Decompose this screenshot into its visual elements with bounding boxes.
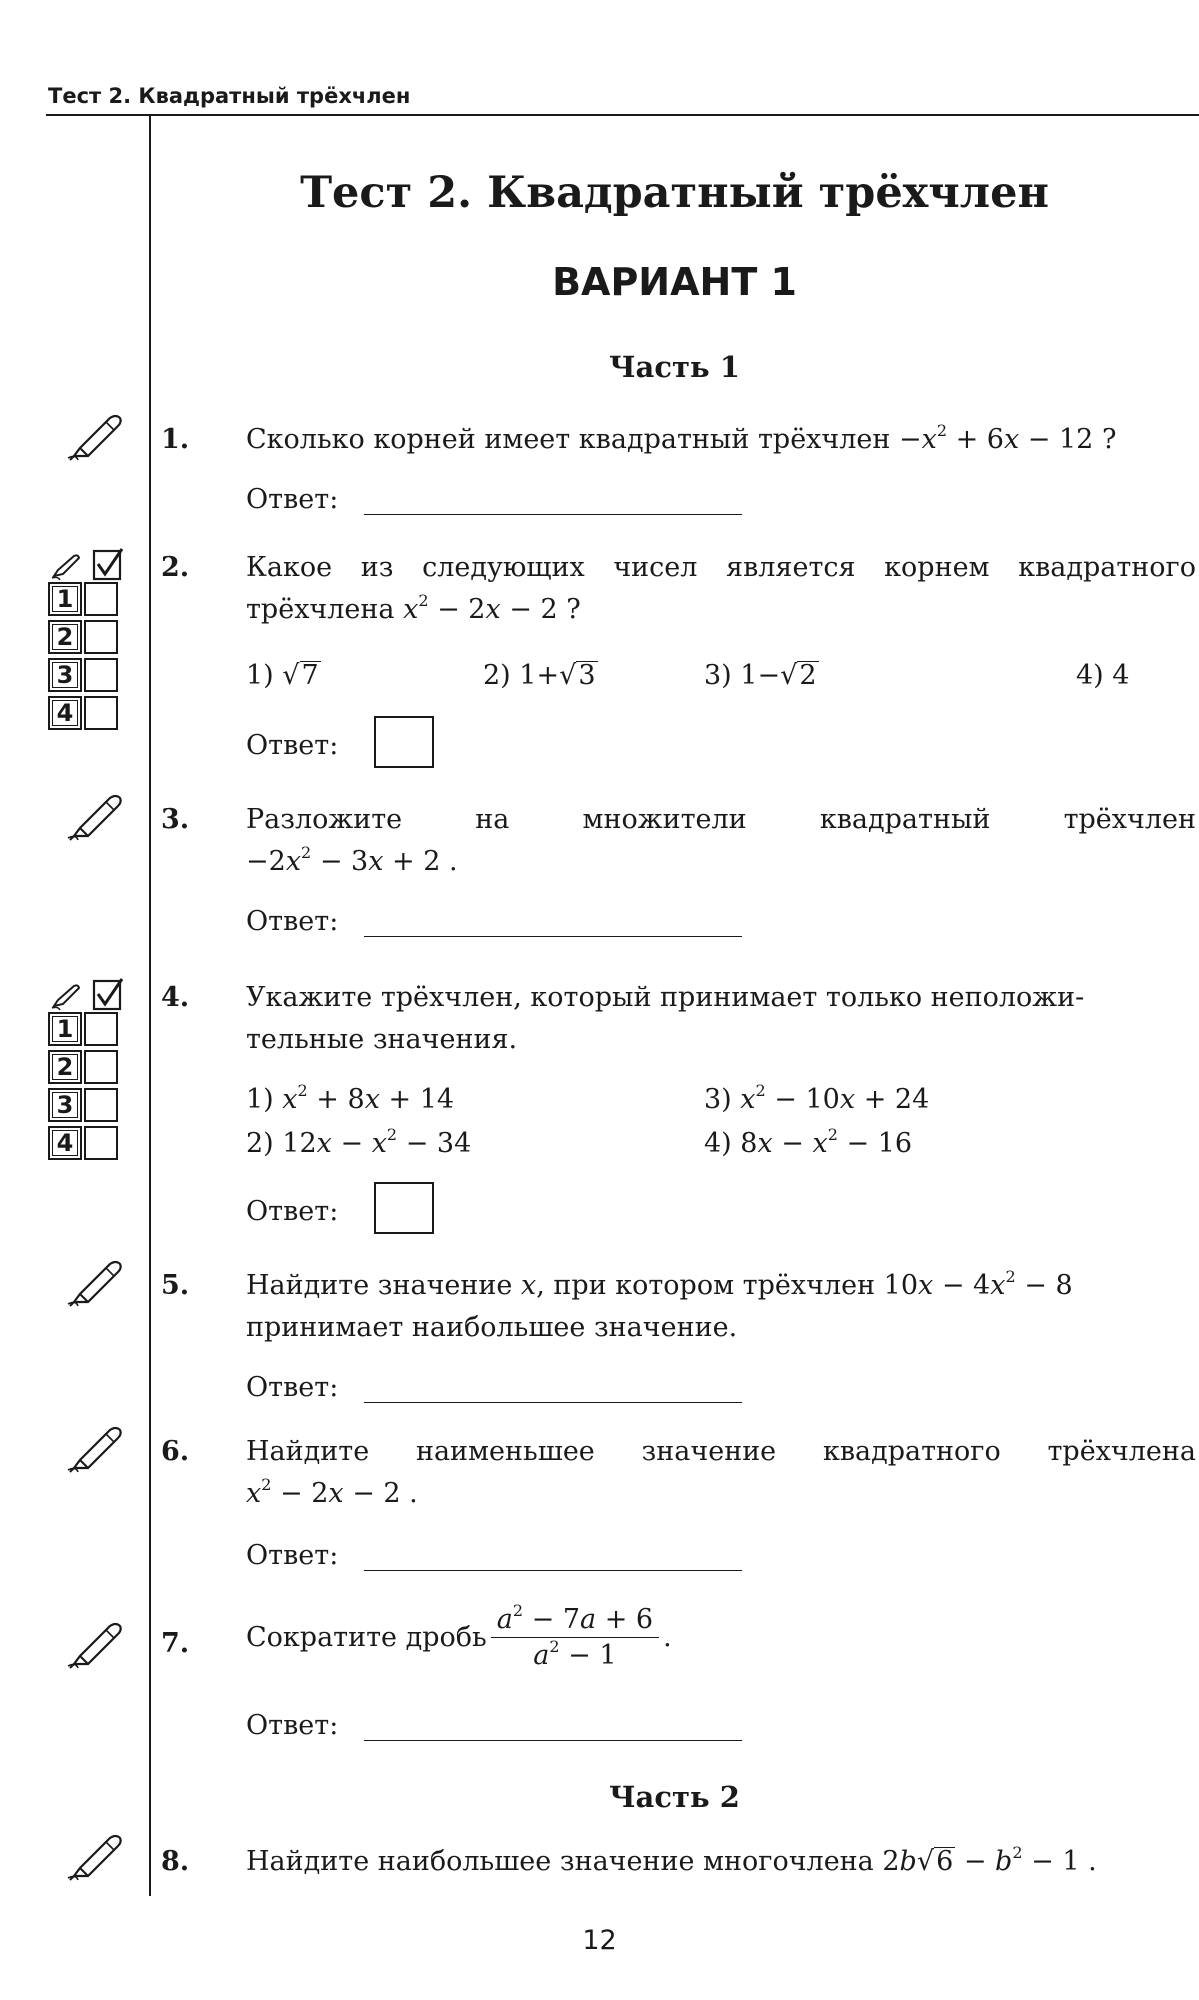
checkbox[interactable] — [84, 1012, 118, 1046]
option-label: 1) — [246, 1084, 283, 1115]
question-4-number: 4. — [161, 982, 190, 1013]
question-3-line-2: $-2x^2 - 3x + 2$ . — [246, 843, 458, 877]
option-label: 3) 1− — [704, 660, 781, 691]
pen-check-icon — [48, 978, 138, 1012]
part-2-heading: Часть 2 — [609, 1780, 740, 1814]
question-8-end: . — [1079, 1846, 1097, 1877]
answer-label: Ответ: — [246, 1710, 339, 1741]
answer-7-line[interactable] — [364, 1740, 742, 1741]
radicand: 2 — [799, 660, 817, 691]
answer-label: Ответ: — [246, 1372, 339, 1403]
option-label: 1) — [246, 660, 283, 691]
fraction: $\frac{a^2 - 7a + 6}{a^2 - 1}$ — [491, 1604, 659, 1671]
question-7-number: 7. — [161, 1628, 190, 1659]
answer-label: Ответ: — [246, 906, 339, 937]
pen-icon — [66, 1422, 126, 1474]
word: квадратный — [819, 804, 991, 835]
word: является — [726, 552, 856, 583]
checkbox-number: 2 — [48, 1050, 82, 1084]
option-label: 2) 1+ — [483, 660, 560, 691]
checkbox[interactable] — [84, 582, 118, 616]
question-6-end: . — [400, 1478, 418, 1509]
checkbox-number: 1 — [48, 1012, 82, 1046]
word: следующих — [422, 552, 585, 583]
question-2-option-4: 4) 4 — [1076, 660, 1130, 691]
word: трёхчлена — [1047, 1436, 1196, 1467]
question-3-end: . — [440, 846, 458, 877]
word: трёхчлен — [1063, 804, 1196, 835]
checkbox[interactable] — [84, 620, 118, 654]
question-7-text — [246, 1601, 672, 1671]
answer-label: Ответ: — [246, 1540, 339, 1571]
word: Найдите — [246, 1436, 370, 1467]
question-2-number: 2. — [161, 552, 190, 583]
question-6-line-2: $x^2 - 2x - 2$ . — [246, 1475, 418, 1509]
word: из — [360, 552, 394, 583]
page-title: Тест 2. Квадратный трёхчлен — [300, 168, 1049, 218]
checkbox[interactable] — [84, 1050, 118, 1084]
question-1-end: ? — [1093, 424, 1117, 455]
pen-check-icon — [48, 548, 138, 582]
answer-label: Ответ: — [246, 484, 339, 515]
question-2-line-2: трёхчлена $x^2 - 2x - 2$ ? — [246, 591, 581, 625]
radicand: 3 — [578, 660, 596, 691]
radicand: 6 — [936, 1846, 954, 1877]
word: квадратного — [822, 1436, 1001, 1467]
question-8-text: Найдите наибольшее значение многочлена $2b√6 - b^2 - 1$ . — [246, 1843, 1097, 1877]
word: Какое — [246, 552, 333, 583]
answer-5-line[interactable] — [364, 1402, 742, 1403]
question-5-prompt: Найдите значение — [246, 1270, 521, 1301]
answer-4-box[interactable] — [374, 1182, 434, 1234]
word: корнем — [884, 552, 990, 583]
question-4-option-3: 3) $x^2 - 10x + 24$ — [704, 1081, 930, 1115]
answer-3-line[interactable] — [364, 936, 742, 937]
word: квадратного — [1018, 552, 1196, 583]
pen-icon — [66, 1618, 126, 1670]
checkbox-number: 3 — [48, 1088, 82, 1122]
question-2-option-2: 2) 1+√3 — [483, 660, 596, 691]
answer-2-box[interactable] — [374, 716, 434, 768]
pen-icon — [66, 1830, 126, 1882]
question-5-line-2: принимает наибольшее значение. — [246, 1312, 738, 1343]
question-6-number: 6. — [161, 1436, 190, 1467]
pen-icon — [66, 1256, 126, 1308]
question-2-option-1: 1) √7 — [246, 660, 319, 691]
checkbox[interactable] — [84, 1088, 118, 1122]
option-label: 4) — [704, 1128, 741, 1159]
word: на — [475, 804, 510, 835]
question-2-line-1 — [246, 552, 1196, 583]
word: наименьшее — [415, 1436, 595, 1467]
answer-6-line[interactable] — [364, 1570, 742, 1571]
answer-label: Ответ: — [246, 730, 339, 761]
checkbox-number: 3 — [48, 658, 82, 692]
question-7-end: . — [663, 1622, 672, 1653]
answer-label: Ответ: — [246, 1196, 339, 1227]
question-6-line-1 — [246, 1436, 1196, 1467]
option-label: 3) — [704, 1084, 741, 1115]
question-1-number: 1. — [161, 424, 190, 455]
question-4-line-2: тельные значения. — [246, 1024, 518, 1055]
question-3-line-1 — [246, 804, 1196, 835]
pen-icon — [66, 410, 126, 462]
word: Разложите — [246, 804, 403, 835]
variant-heading: ВАРИАНТ 1 — [552, 260, 797, 304]
question-3-number: 3. — [161, 804, 190, 835]
pen-icon — [66, 790, 126, 842]
question-1-prompt: Сколько корней имеет квадратный трёхчлен — [246, 424, 899, 455]
checkbox-number: 2 — [48, 620, 82, 654]
question-5-number: 5. — [161, 1270, 190, 1301]
checkbox[interactable] — [84, 658, 118, 692]
question-8-prompt: Найдите наибольшее значение многочлена — [246, 1846, 883, 1877]
question-1-text: Сколько корней имеет квадратный трёхчлен $-x^2 + 6x - 12$ ? — [246, 421, 1117, 455]
question-4-option-2: 2) $12x - x^2 - 34$ — [246, 1125, 472, 1159]
question-8-number: 8. — [161, 1846, 190, 1877]
part-1-heading: Часть 1 — [609, 350, 740, 384]
question-4-line-1: Укажите трёхчлен, который принимает только неположи- — [246, 982, 1085, 1013]
answer-checkboxes-q2 — [48, 548, 138, 734]
option-label: 2) — [246, 1128, 283, 1159]
question-2-prompt: трёхчлена — [246, 594, 404, 625]
checkbox-number: 4 — [48, 696, 82, 730]
checkbox-number: 4 — [48, 1126, 82, 1160]
question-4-option-1: 1) $x^2 + 8x + 14$ — [246, 1081, 455, 1115]
checkbox[interactable] — [84, 1126, 118, 1160]
question-5-prompt-cont: , при котором трёхчлен — [536, 1270, 884, 1301]
answer-1-line[interactable] — [364, 514, 742, 515]
checkbox[interactable] — [84, 696, 118, 730]
question-4-option-4: 4) $8x - x^2 - 16$ — [704, 1125, 913, 1159]
radicand: 7 — [301, 660, 319, 691]
question-5-line-1: Найдите значение x, при котором трёхчлен $10x - 4x^2 - 8$ — [246, 1267, 1073, 1301]
page-number: 12 — [582, 1925, 617, 1956]
question-7-prompt: Сократите дробь — [246, 1622, 487, 1653]
running-head: Тест 2. Квадратный трёхчлен — [48, 84, 411, 108]
answer-checkboxes-q4 — [48, 978, 138, 1164]
word: чисел — [613, 552, 698, 583]
question-2-option-3: 3) 1−√2 — [704, 660, 817, 691]
word: множители — [582, 804, 747, 835]
word: значение — [641, 1436, 777, 1467]
question-2-end: ? — [557, 594, 581, 625]
checkbox-number: 1 — [48, 582, 82, 616]
header-rule — [46, 114, 1199, 116]
